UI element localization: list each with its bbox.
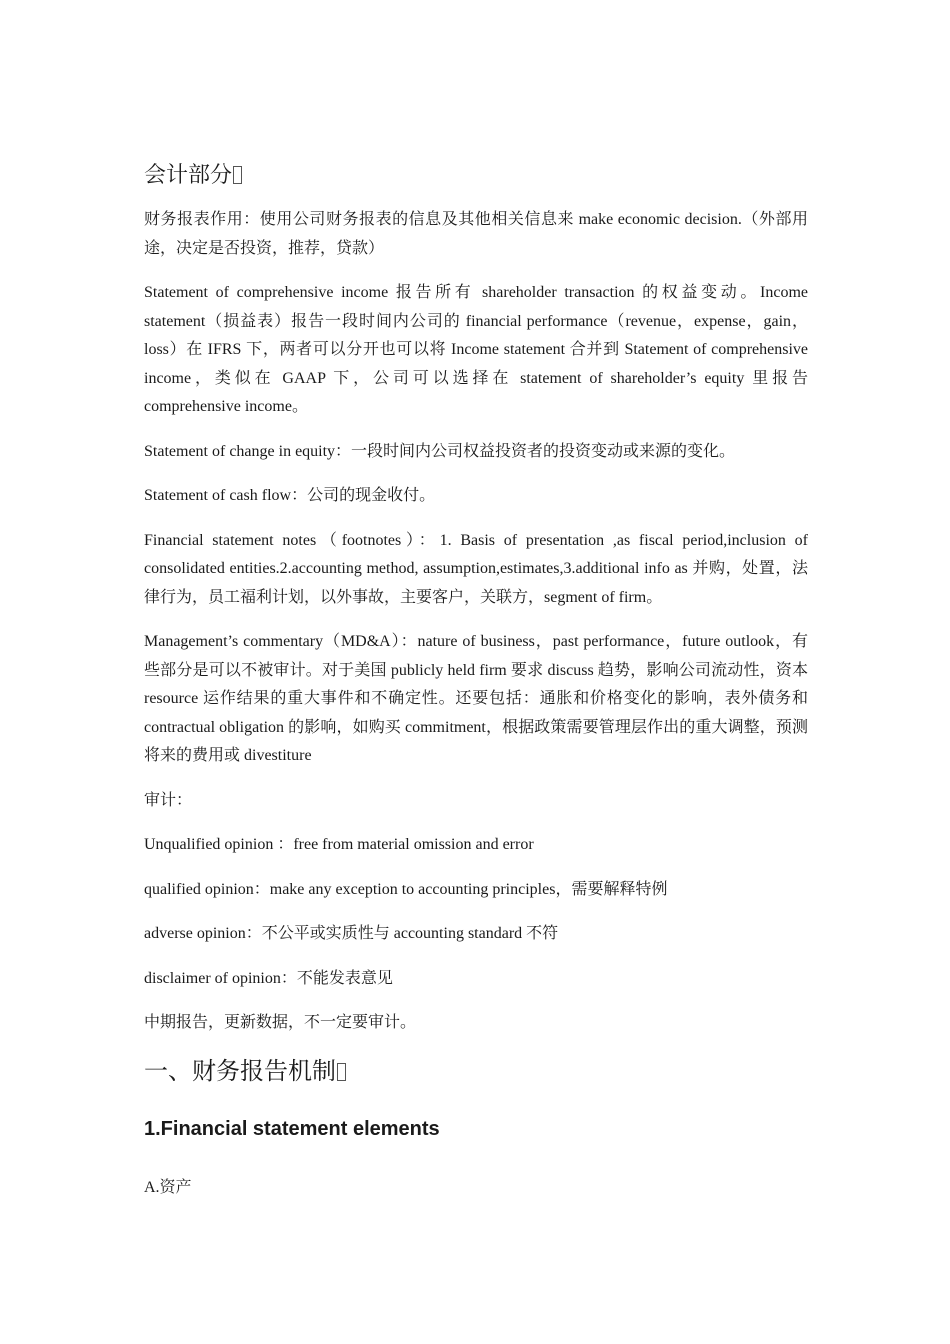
paragraph-financial-statement-purpose: 财务报表作用：使用公司财务报表的信息及其他相关信息来 make economic decision.（外部用途，决定是否投资，推荐，贷款） [144,211,808,257]
missing-glyph-box [233,166,242,184]
document-body [144,158,808,1218]
paragraph-disclaimer-opinion: disclaimer of opinion：不能发表意见 [144,969,393,987]
paragraph-change-in-equity: Statement of change in equity：一段时间内公司权益投资者的投资变动或来源的变化。 [144,442,736,460]
paragraph-audit-label: 审计： [144,791,193,809]
missing-glyph-box [337,1063,346,1081]
sub-heading: 1.Financial statement elements [144,1117,440,1140]
paragraph-adverse-opinion: adverse opinion：不公平或实质性与 accounting standard 不符 [144,925,559,942]
paragraph-qualified-opinion: qualified opinion：make any exception to accounting principles，需要解释特例 [144,880,668,898]
paragraph-interim-report: 中期报告，更新数据，不一定要审计。 [144,1014,417,1031]
paragraph-footnotes: Financial statement notes（footnotes）：1. Basis of presentation ,as fiscal period,inclusion of consolidated entities.2.accounting method, assumption,estimates,3.additional info as 并购，处置，法律行为，员工福利计划，以外事故，主要客户，关联方，segment of firm。 [144,531,808,606]
section-heading: 一、财务报告机制 [144,1054,808,1090]
paragraph-comprehensive-income: Statement of comprehensive income 报告所有 shareholder transaction 的权益变动。Income statement（损益表）报告一段时间内公司的 financial performance（revenue，expense，gain，loss）在 IFRS 下，两者可以分开也可以将 Income statement 合并到 Statement of comprehensive income，类似在 GAAP 下，公司可以选择在 statement of shareholder’s equity 里报告 comprehensive income。 [144,284,808,415]
item-assets: A.资产 [144,1178,192,1196]
paragraph-cash-flow: Statement of cash flow：公司的现金收付。 [144,487,436,504]
paragraph-mda: Management’s commentary（MD&A）：nature of business，past performance，future outlook，有些部分是可以不被审计。对于美国 publicly held firm 要求 discuss 趋势，影响公司流动性，资本 resource 运作结果的重大事件和不确定性。还要包括：通胀和价格变化的影响，表外债务和 contractual obligation 的影响，如购买 commitment，根据政策需要管理层作出的重大调整，预测将来的费用或 divestiture [144,633,808,764]
paragraph-unqualified-opinion: Unqualified opinion ：free from material omission and error [144,836,534,853]
page-title: 会计部分 [144,158,808,192]
